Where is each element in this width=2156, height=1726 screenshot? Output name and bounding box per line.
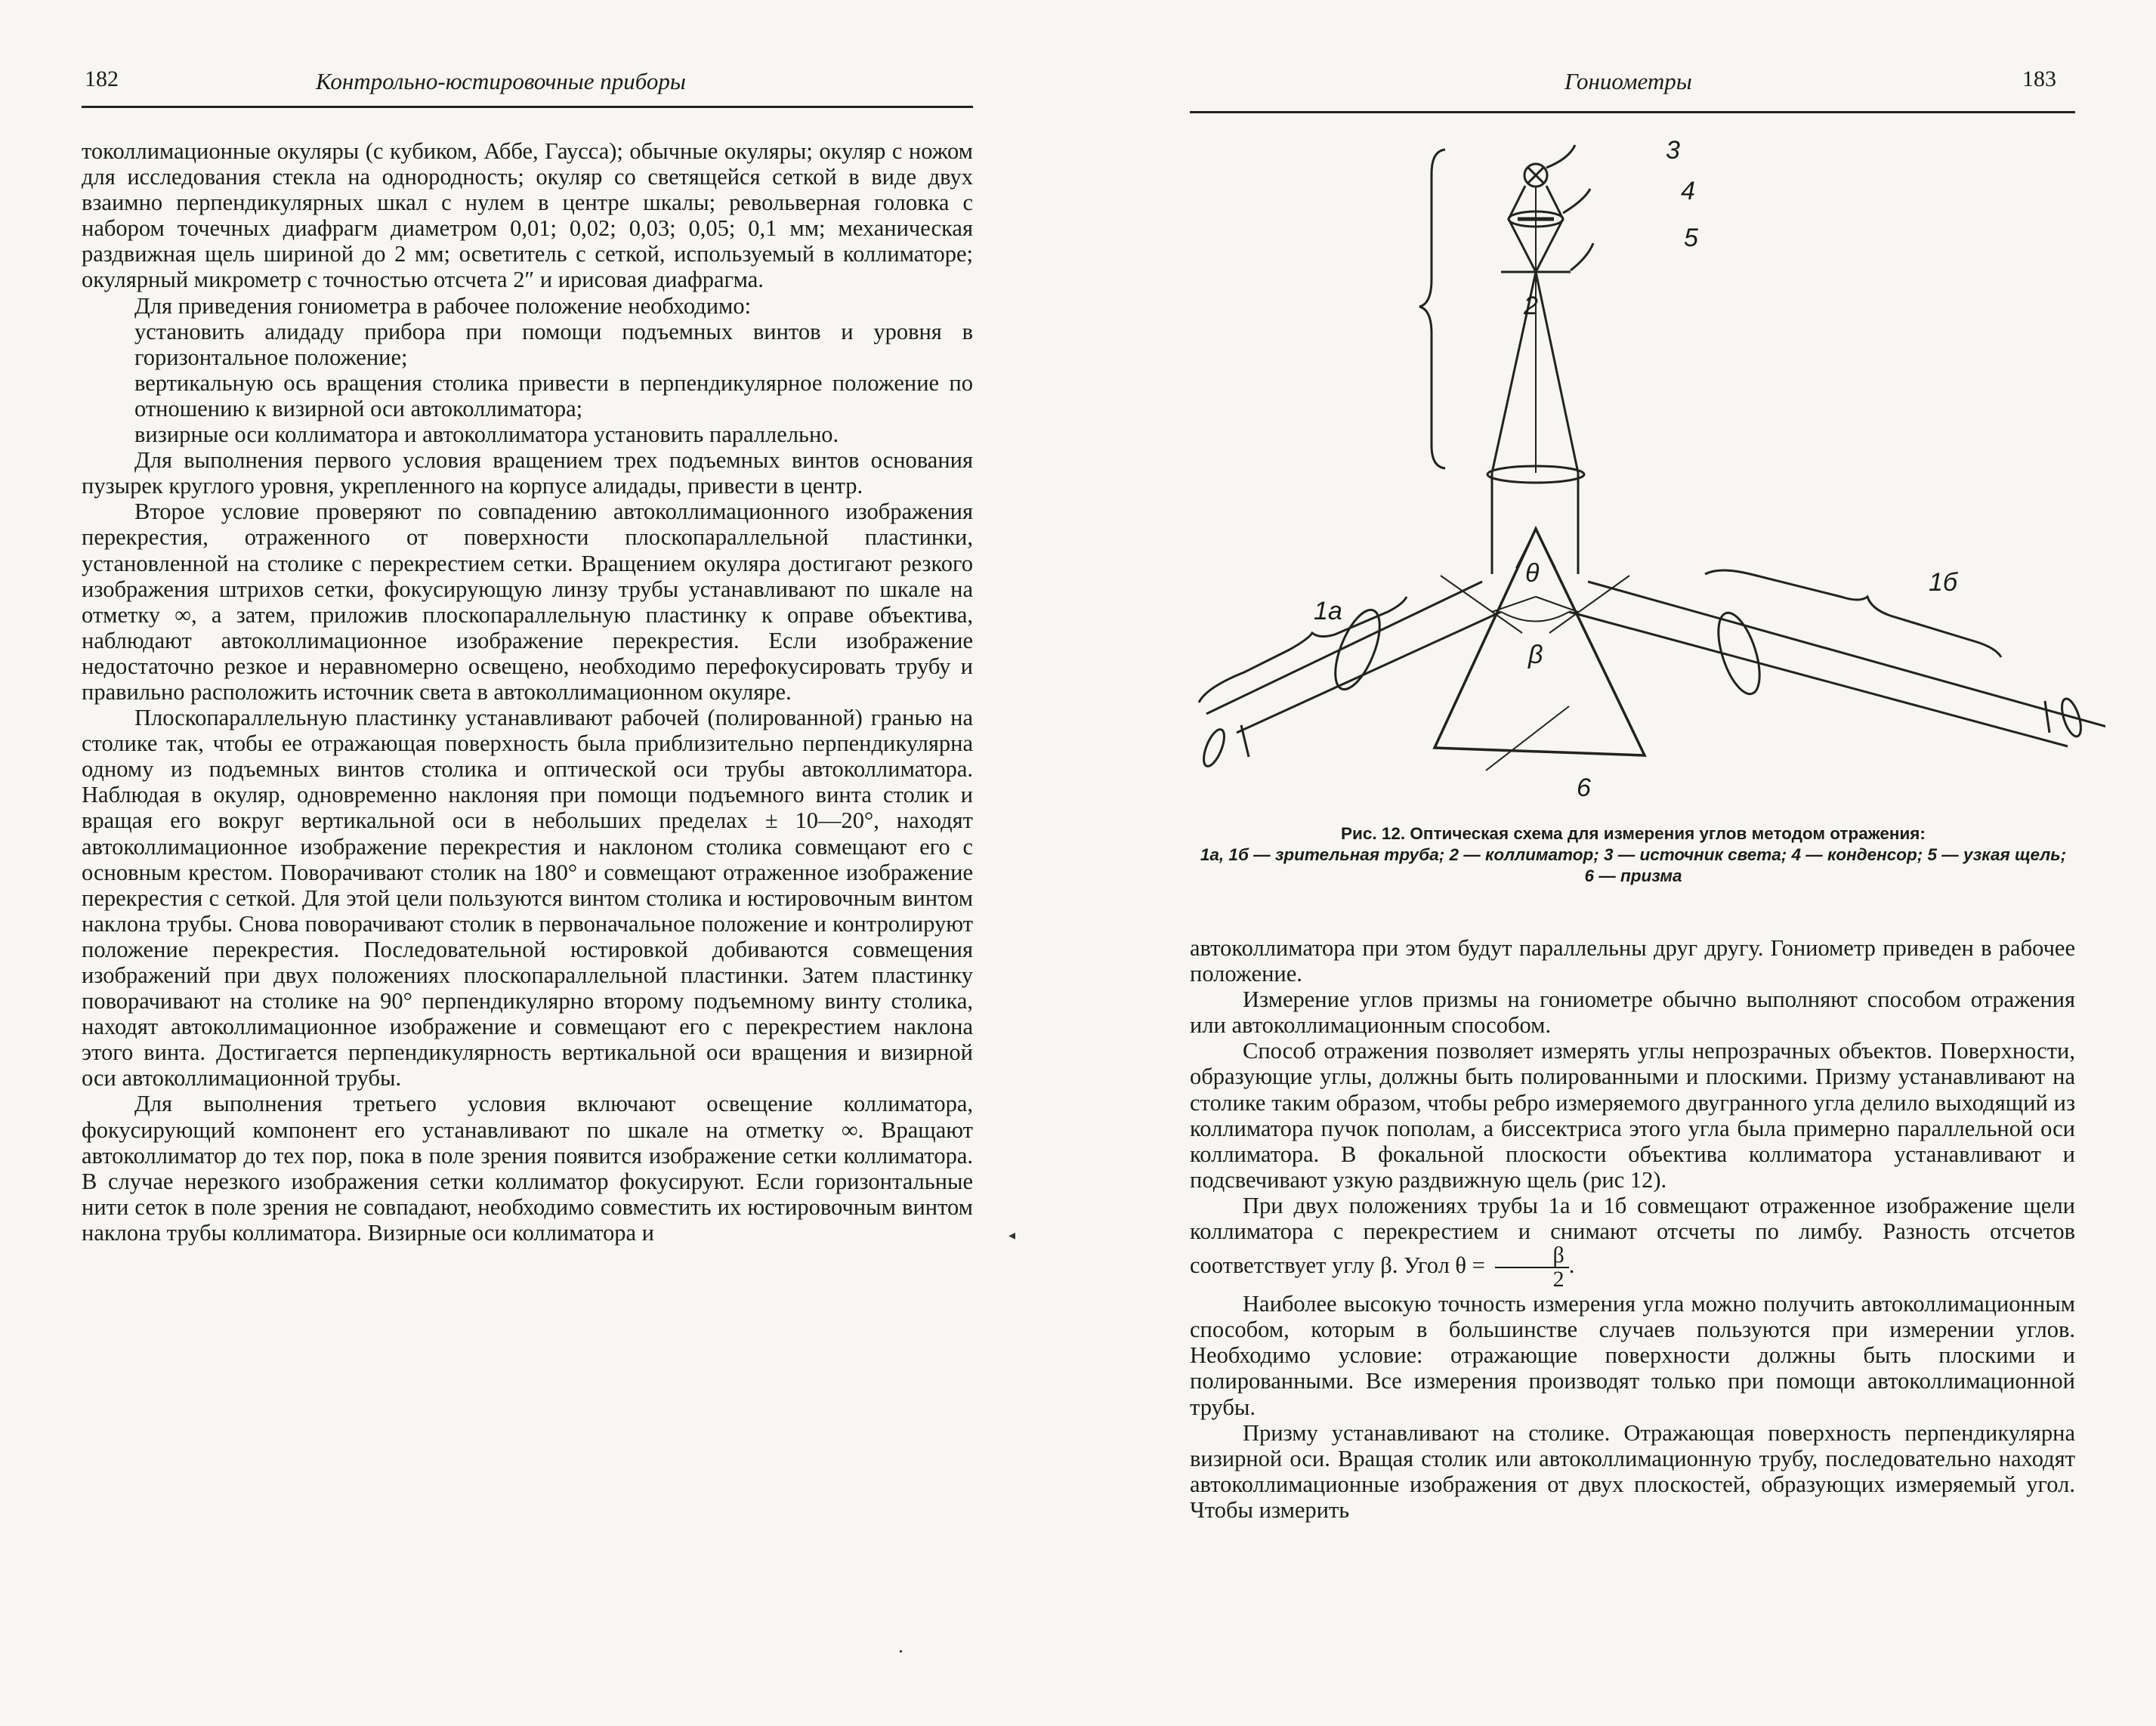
header-rule (1190, 111, 2075, 113)
label-theta: θ (1525, 559, 1540, 588)
optical-scheme-figure (1176, 128, 2105, 823)
paragraph: Для выполнения третьего условия включают освещение коллиматора, фокусирующий компонент его устанавливают по шкале на отметку ∞. Вращают автоколлиматор до тех пор, пока в поле зрения появится изображение сетки коллиматора. В случае нерезкого изображения сетки коллиматор фокусируют. Если горизонтальные нити сеток в поле зрения не совпадают, необходимо совместить их юстировочным винтом наклона трубы коллиматора. Визирные оси коллиматора и (82, 1091, 973, 1246)
right-page (1078, 0, 2156, 1726)
paragraph: токоллимационные окуляры (с кубиком, Аббе, Гаусса); обычные окуляры; окуляр с ножом для исследования стекла на однородность; окуляр со светящейся сеткой в виде двух взаимно перпендикулярных шкал с нулем в центре шкалы; револьверная головка с набором точечных диафрагм диаметром 0,01; 0,02; 0,03; 0,05; 0,1 мм; механическая раздвижная щель шириной до 2 мм; осветитель с сеткой, используемый в коллиматоре; окулярный микрометр с точностью отсчета 2″ и ирисовая диафрагма. (82, 138, 973, 293)
figure-caption (1199, 823, 2068, 887)
formula-numerator: β (1495, 1244, 1568, 1268)
label-telescope-1b: 1б (1929, 568, 1958, 597)
page-number: 182 (85, 66, 119, 91)
running-title: Гониометры (1564, 68, 1692, 94)
paragraph: автоколлиматора при этом будут параллельны друг другу. Гониометр приведен в рабочее положение. (1190, 935, 2075, 987)
brace-collimator (1419, 150, 1445, 468)
leader-line (1486, 706, 1569, 770)
list-item: установить алидаду прибора при помощи подъемных винтов и уровня в горизонтальное положение; (134, 318, 973, 370)
telescope-1b-reticle (2045, 701, 2049, 733)
leader-line (1546, 145, 1575, 168)
reflected-beam-right (1588, 582, 2105, 733)
paragraph: Наиболее высокую точность измерения угла можно получить автоколлимационным способом, которым в большинстве случаев пользуются при измерении углов. Необходимо условие: отражающие поверхности должны быть плоскими и полированными. Все измерения производят только при помощи автоколлимационной трубы. (1190, 1291, 2075, 1420)
paragraph: Для выполнения первого условия вращением трех подъемных винтов основания пузырек круглого уровня, укрепленного на корпусе алидады, привести в центр. (82, 447, 973, 499)
prism-edge-line (1492, 597, 1536, 612)
list-item: вертикальную ось вращения столика привести в перпендикулярное положение по отношению к визирной оси автоколлиматора; (134, 369, 973, 421)
list-item: визирные оси коллиматора и автоколлиматора установить параллельно. (134, 421, 839, 448)
beta-arc (1501, 612, 1569, 622)
label-collimator: 2 (1524, 292, 1538, 320)
paragraph-with-formula (1190, 1193, 2075, 1291)
paragraph: Плоскопараллельную пластинку устанавливают рабочей (полированной) гранью на столике так, чтобы ее отражающая поверхность была приблизительно перпендикулярна одному из подъемных винтов столика и оптической оси трубы автоколлиматора. Наблюдая в окуляр, одновременно наклоняя при помощи подъемного винта столик и вращая его вокруг вертикальной оси в небольших пределах ± 10—20°, находят автоколлимационное изображение перекрестия и наклоном столика совмещают его с основным крестом. Поворачивают столик на 180° и совмещают отраженное изображение перекрестия с сеткой. Для этой цели пользуются винтом столика и юстировочным винтом наклона трубы. Снова поворачивают столик в первоначальное положение и контролируют положение перекрестия. Последовательной юстировкой добиваются совмещения изображений при двух положениях плоскопараллельной пластинки. Затем пластинку поворачивают на столике на 90° перпендикулярно второму подъемному винту столика, находят автоколлимационное изображение и совмещают его с перекрестием наклона этого винта. Достигается перпендикулярность вертикальной оси вращения и визирной оси автоколлимационной трубы. (82, 705, 973, 1091)
paragraph: Измерение углов призмы на гониометре обычно выполняют способом отражения или автоколлимационным способом. (1190, 987, 2075, 1039)
paragraph: Призму устанавливают на столике. Отражающая поверхность перпендикулярна визирной оси. Вращая столик или автоколлимационную трубу, последовательно находят автоколлимационные изображения от двух плоскостей, образующих измеряемый угол. Чтобы измерить (1190, 1419, 2075, 1523)
leader-line (1563, 189, 1590, 213)
beam-line (1536, 272, 1578, 473)
reflected-beam-left (1237, 612, 1501, 733)
margin-mark: ◂ (1009, 1227, 1016, 1243)
running-title: Контрольно-юстировочные приборы (316, 68, 686, 94)
reflected-beam-right (1569, 612, 2068, 746)
label-telescope-1a: 1а (1314, 597, 1342, 625)
paragraph: Второе условие проверяют по совпадению автоколлимационного изображения перекрестия, отраженного от поверхности плоскопараллельной пластинки, установленной на столике с перекрестием сетки. Вращением окуляра достигают резкого изображения штрихов сетки, фокусирующую линзу трубы устанавливают по шкале на отметку ∞, а затем, приложив плоскопараллельную пластинку к оправе объектива, наблюдают автоколлимационное изображение перекрестия. Если изображение недостаточно резкое и неравномерно освещено, необходимо перефокусировать трубу и правильно расположить источник света в автоколлимационном окуляре. (82, 499, 973, 705)
label-condenser: 4 (1681, 177, 1695, 205)
telescope-1a-eyepiece (1200, 727, 1228, 769)
formula-end: . (1568, 1252, 1575, 1279)
leader-line (1571, 243, 1593, 270)
label-beta: β (1528, 641, 1543, 669)
header-rule (82, 106, 973, 108)
reflected-beam-left (1206, 582, 1482, 714)
page-number: 183 (2022, 66, 2056, 91)
paragraph-text: При двух положениях трубы 1а и 1б совмещают отраженное изображение щели коллиматора с перекрестием и снимают отсчеты по лимбу. Разность отсчетов соответствует углу β. Угол θ = (1190, 1192, 2075, 1279)
right-body (1190, 935, 2075, 1523)
paragraph: Для приведения гониометра в рабочее положение необходимо: (134, 292, 752, 319)
formula-fraction (1495, 1244, 1568, 1291)
label-prism: 6 (1577, 773, 1591, 802)
left-body (82, 138, 973, 1246)
label-light-source: 3 (1666, 136, 1680, 165)
label-slit: 5 (1684, 224, 1698, 252)
margin-dot: • (899, 1647, 903, 1658)
formula-denominator: 2 (1552, 1267, 1564, 1292)
caption-title: Рис. 12. Оптическая схема для измерения углов методом отражения: (1341, 824, 1926, 843)
caption-legend: 1а, 1б — зрительная труба; 2 — коллиматор; 3 — источник света; 4 — конденсор; 5 — узкая щель; 6 — призма (1200, 845, 2067, 885)
paragraph: Способ отражения позволяет измерять углы непрозрачных объектов. Поверхности, образующие углы, должны быть полированными и плоскими. Призму устанавливают на столике таким образом, чтобы ребро измеряемого двугранного угла делило выходящий из коллиматора пучок пополам, а биссектриса этого угла была примерно параллельной оси коллиматора. В фокальной плоскости объектива коллиматора устанавливают и подсвечивают узкую раздвижную щель (рис 12). (1190, 1038, 2075, 1193)
